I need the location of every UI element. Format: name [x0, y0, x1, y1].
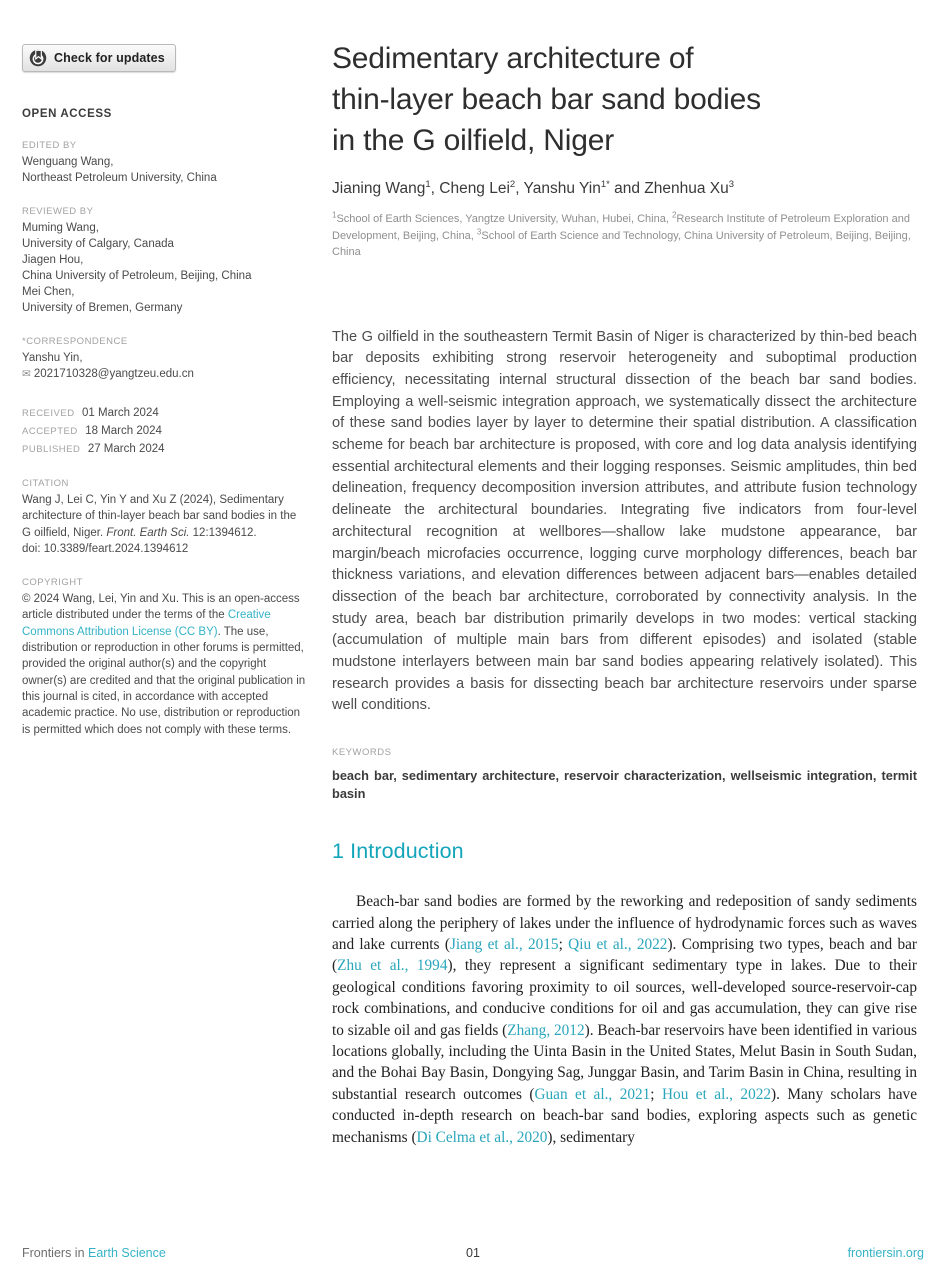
authors-line [332, 180, 917, 198]
superscript: * [606, 178, 610, 190]
article-title [332, 38, 917, 161]
text-line: thin-layer beach bar sand bodies [332, 83, 761, 116]
text-segment: ). Beach-bar reservoirs have been identified in various locations globally, including the Uinta Basin in the United States, Melut Basin in South Sudan, and the Bohai Bay Basin, Dongying Sag, Junggar Basin, and Tarim Basin in China, resulting in substantial research outcomes ( [332, 1021, 917, 1103]
journal-prefix: Frontiers in [22, 1246, 85, 1260]
superscript: 3 [476, 226, 482, 236]
text-segment: Front. Earth Sci. [106, 526, 190, 539]
page-footer [0, 1246, 946, 1262]
text-line: Wenguang Wang, [22, 156, 114, 168]
edited-by-block [22, 140, 307, 186]
text-line: Sedimentary architecture of [332, 42, 694, 75]
affiliations [332, 211, 917, 261]
reviewed-by-label: REVIEWED BY [22, 206, 94, 217]
superscript: 2 [671, 210, 677, 220]
keywords-label: KEYWORDS [332, 747, 392, 759]
text-segment: , Yanshu Yin [515, 180, 601, 197]
text-segment: Jianing Wang [332, 180, 426, 197]
text-line: University of Bremen, Germany [22, 302, 183, 314]
open-access-label: OPEN ACCESS [22, 108, 112, 120]
copyright-label: COPYRIGHT [22, 577, 83, 589]
correspondence-name: Yanshu Yin, [22, 352, 83, 364]
citation-text [22, 492, 307, 557]
text-segment: Research Institute of Petroleum Exploration and Development, Beijing, China, [332, 213, 910, 242]
envelope-icon: ✉ [22, 368, 31, 380]
dates-block [22, 404, 307, 458]
correspondence-label: *CORRESPONDENCE [22, 336, 128, 347]
correspondence-block [22, 336, 307, 382]
superscript: 3 [728, 178, 735, 190]
text-segment: ). Comprising two types, beach and bar ( [332, 935, 917, 975]
text-segment: ), they represent a significant sedimentary type in lakes. Due to their geological conditions favoring proximity to oil sources, well-developed source-reservoir-cap rock combinations, and conducive conditions for oil and gas accumulation, they can give rise to sizable oil and gas fields ( [332, 957, 917, 1039]
superscript: 1 [600, 178, 607, 190]
check-for-updates-label: Check for updates [54, 51, 165, 65]
citation-block [22, 478, 307, 557]
citation-link[interactable]: Zhu et al., 1994 [337, 957, 448, 975]
text-segment: Wang J, Lei C, Yin Y and Xu Z (2024), Sedimentary architecture of thin-layer beach bar sand bodies in the G oilfield, Niger. [22, 494, 297, 539]
text-segment: Beach-bar sand bodies are formed by the reworking and redeposition of sandy sediments carried along the periphery of lakes under the influence of hydrodynamic forces such as waves and lake currents ( [332, 893, 917, 953]
accepted-date: 18 March 2024 [85, 425, 162, 437]
text-segment: ), sedimentary [547, 1128, 635, 1146]
reviewed-by-block [22, 206, 307, 316]
text-line: Jiagen Hou, [22, 254, 84, 266]
superscript: 1 [425, 178, 431, 190]
cc-by-license-link[interactable]: Creative Commons Attribution License (CC BY) [22, 609, 271, 638]
article-meta-sidebar [22, 44, 307, 738]
copyright-block [22, 577, 307, 738]
received-row [22, 404, 307, 422]
text-segment: ; [558, 935, 569, 953]
edited-by-lines [22, 154, 307, 186]
journal-link[interactable]: Earth Science [88, 1246, 166, 1260]
accepted-row [22, 422, 307, 440]
reviewed-by-lines [22, 220, 307, 316]
text-segment: 12:1394612. [189, 526, 257, 539]
superscript: 1 [332, 210, 337, 220]
citation-link[interactable]: Guan et al., 2021 [534, 1085, 651, 1103]
text-segment: School of Earth Sciences, Yangtze University, Wuhan, Hubei, China, [336, 213, 672, 225]
published-label: PUBLISHED [22, 444, 81, 455]
frontiersin-link[interactable]: frontiersin.org [847, 1246, 924, 1260]
text-line: Northeast Petroleum University, China [22, 172, 217, 184]
citation-link[interactable]: Zhang, 2012 [507, 1021, 585, 1039]
text-segment: , Cheng Lei [430, 180, 510, 197]
text-line: China University of Petroleum, Beijing, China [22, 270, 252, 282]
text-segment: ). Many scholars have conducted in-depth research on beach-bar sand bodies, exploring aspects such as genetic mechanisms ( [332, 1085, 917, 1146]
citation-link[interactable]: Hou et al., 2022 [662, 1085, 772, 1103]
text-segment: School of Earth Science and Technology, China University of Petroleum, Beijing, Beijing, China [332, 229, 911, 258]
text-line: in the G oilfield, Niger [332, 124, 615, 157]
text-segment: ; [650, 1085, 662, 1103]
text-segment: doi: 10.3389/feart.2024.1394612 [22, 542, 189, 555]
received-label: RECEIVED [22, 408, 75, 419]
abstract-text: The G oilfield in the southeastern Termit Basin of Niger is characterized by thin-bed beach bar deposits exhibiting strong reservoir heterogeneity and suboptimal production efficiency, necessitating internal structural dissection of the beach bar sand bodies. Employing a well-seismic integration approach, we systematically dissect the architecture of these sand bodies layer by layer to determine their spatial distribution. A classification scheme for beach bar architecture is proposed, with core and log data analysis identifying essential architectural elements and their logging responses. Seismic amplitudes, thin bed delineation, frequency decomposition inversion attributes, and attribute fusion technology delineate the architectural boundaries. Integrating five indicators from four-level architectural recognition at wellbores—shallow lake mudstone appearance, bar margin/beach microfacies occurrence, logging curve morphology differences, beach bar thickness variations, and elevation differences between adjacent bars—enables detailed dissection of the beach bar architecture, corroborated by connectivity analysis. In the study area, beach bar distribution primarily develops in two modes: vertical stacking (accumulation of multiple main bars from different episodes) and isolated (stable mudstone interlayers between main bar sand bodies appearing relatively isolated). This research provides a basis for dissecting beach bar architecture reservoirs under sparse well conditions. [332, 328, 917, 714]
page-number: 01 [466, 1246, 480, 1260]
text-line: Muming Wang, [22, 222, 99, 234]
keywords-text: beach bar, sedimentary architecture, reservoir characterization, wellseismic integration, termit basin [332, 768, 917, 802]
citation-link[interactable]: Qiu et al., 2022 [568, 935, 668, 953]
published-row [22, 440, 307, 458]
text-line: University of Calgary, Canada [22, 238, 174, 250]
edited-by-label: EDITED BY [22, 140, 77, 151]
text-segment: and Zhenhua Xu [609, 180, 729, 197]
received-date: 01 March 2024 [82, 407, 159, 419]
citation-link[interactable]: Di Celma et al., 2020 [416, 1128, 548, 1146]
published-date: 27 March 2024 [87, 443, 165, 455]
article-main [332, 38, 917, 1148]
superscript: 2 [509, 178, 516, 190]
citation-label: CITATION [22, 478, 69, 489]
introduction-paragraph [332, 891, 917, 1148]
crossmark-icon [29, 49, 47, 67]
section-heading-introduction: 1 Introduction [332, 839, 464, 864]
accepted-label: ACCEPTED [22, 426, 78, 437]
correspondence-email-link[interactable]: 2021710328@yangtzeu.edu.cn [33, 368, 194, 380]
copyright-text [22, 591, 307, 738]
text-segment: . The use, distribution or reproduction in other forums is permitted, provided the original author(s) and the copyright owner(s) are credited and that the original publication in this journal is cited, in accordance with accepted academic practice. No use, distribution or reproduction is permitted which does not comply with these terms. [22, 625, 306, 736]
citation-link[interactable]: Jiang et al., 2015 [449, 935, 559, 953]
check-for-updates-badge[interactable] [22, 44, 176, 72]
text-line: Mei Chen, [22, 286, 75, 298]
text-segment: © 2024 Wang, Lei, Yin and Xu. This is an open-access article distributed under the terms of the [22, 593, 300, 622]
